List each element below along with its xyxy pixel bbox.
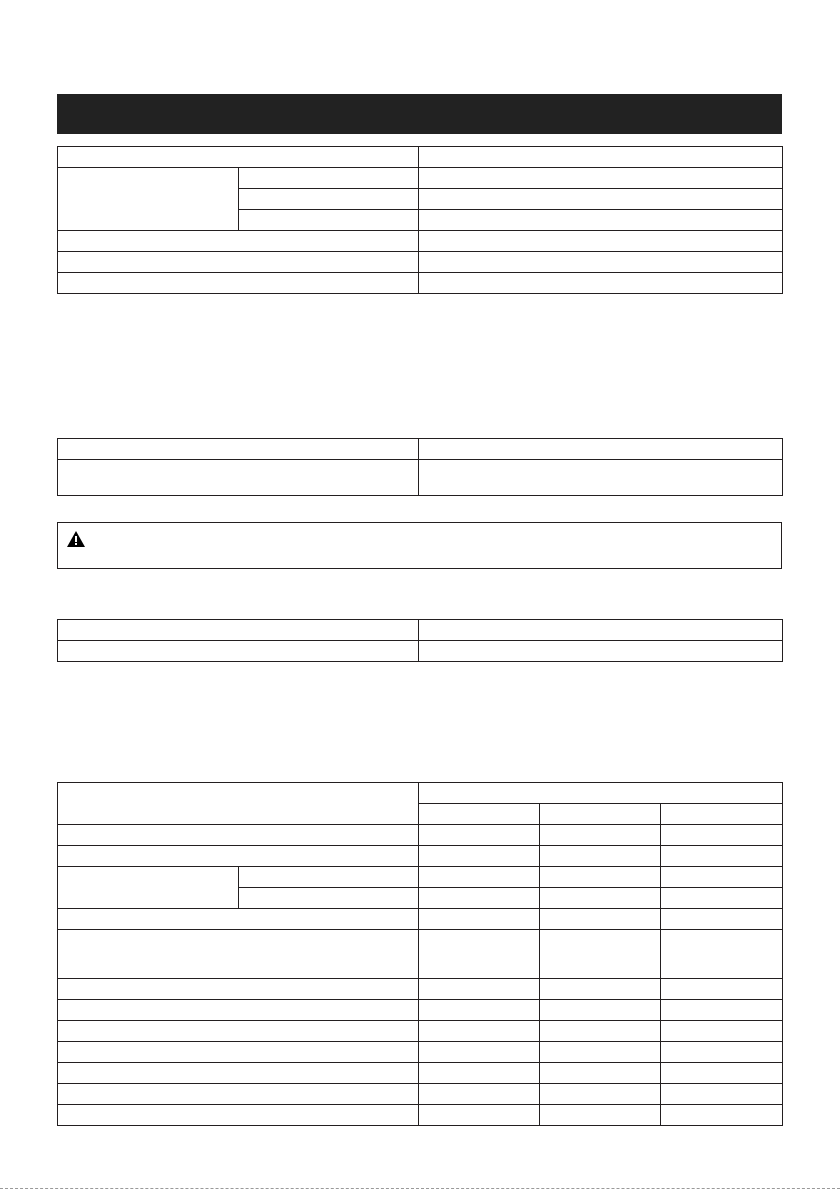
row-value [419, 620, 783, 641]
cell [661, 1042, 783, 1063]
row-label [58, 825, 419, 846]
row-value [419, 189, 783, 210]
row-sublabel [239, 867, 419, 888]
column-header [540, 804, 661, 825]
cell [419, 1021, 540, 1042]
cell [419, 1042, 540, 1063]
cell [661, 930, 783, 979]
row-label [58, 783, 419, 825]
cell [540, 909, 661, 930]
table-row [58, 783, 783, 804]
row-sublabel [239, 168, 419, 189]
cell [540, 1105, 661, 1126]
cell [661, 1105, 783, 1126]
row-label [58, 460, 419, 496]
row-label [58, 1042, 419, 1063]
row-label [58, 930, 419, 979]
cell [661, 1063, 783, 1084]
row-value [419, 273, 783, 294]
noise-table [57, 619, 783, 662]
row-label [58, 620, 419, 641]
table-row [58, 909, 783, 930]
cell [419, 825, 540, 846]
row-group-label [58, 867, 239, 909]
row-label [58, 147, 419, 168]
table-row [58, 979, 783, 1000]
row-label [58, 439, 419, 460]
cell [661, 1000, 783, 1021]
table-row [58, 641, 783, 662]
cell [540, 867, 661, 888]
section-header-bar [57, 94, 782, 134]
column-header [419, 804, 540, 825]
row-group-label [58, 168, 239, 231]
row-value [419, 439, 783, 460]
table-row [58, 1105, 783, 1126]
table-row [58, 846, 783, 867]
table-row [58, 168, 783, 189]
row-label [58, 1084, 419, 1105]
table-row [58, 1063, 783, 1084]
cell [419, 846, 540, 867]
row-label [58, 979, 419, 1000]
row-sublabel [239, 888, 419, 909]
cell [661, 888, 783, 909]
specifications-table [57, 146, 783, 294]
cell [419, 1105, 540, 1126]
row-sublabel [239, 210, 419, 231]
cell [419, 909, 540, 930]
warning-box [57, 522, 782, 569]
cell [540, 1000, 661, 1021]
cell [540, 1021, 661, 1042]
cell [540, 1084, 661, 1105]
cell [419, 1063, 540, 1084]
cell [419, 888, 540, 909]
row-label [58, 846, 419, 867]
cell [540, 979, 661, 1000]
model-comparison-table [57, 782, 783, 1126]
cell [540, 930, 661, 979]
warning-triangle-icon [66, 530, 86, 548]
cell [661, 1084, 783, 1105]
table-row [58, 1084, 783, 1105]
table-row [58, 439, 783, 460]
cell [419, 1000, 540, 1021]
table-row [58, 1000, 783, 1021]
cell [540, 846, 661, 867]
row-label [58, 1063, 419, 1084]
table-row [58, 620, 783, 641]
table-row [58, 460, 783, 496]
cell [540, 1063, 661, 1084]
table-row [58, 147, 783, 168]
cell [661, 909, 783, 930]
cell [661, 846, 783, 867]
cell [661, 867, 783, 888]
row-value [419, 168, 783, 189]
cell [661, 1021, 783, 1042]
row-value [419, 210, 783, 231]
row-label [58, 273, 419, 294]
row-value [419, 641, 783, 662]
row-label [58, 909, 419, 930]
table-row [58, 231, 783, 252]
table-row [58, 252, 783, 273]
table-row [58, 273, 783, 294]
row-label [58, 1000, 419, 1021]
row-label [58, 1105, 419, 1126]
row-sublabel [239, 189, 419, 210]
cell [661, 825, 783, 846]
cell [661, 979, 783, 1000]
table-row [58, 867, 783, 888]
cell [419, 1084, 540, 1105]
cell [540, 825, 661, 846]
row-value [419, 460, 783, 496]
page-bottom-rule [0, 1188, 840, 1189]
table-row [58, 1042, 783, 1063]
column-group-header [419, 783, 783, 804]
row-label [58, 1021, 419, 1042]
row-value [419, 147, 783, 168]
cell [419, 979, 540, 1000]
cell [540, 888, 661, 909]
cell [419, 930, 540, 979]
row-value [419, 231, 783, 252]
row-label [58, 641, 419, 662]
cell [540, 1042, 661, 1063]
table-row [58, 1021, 783, 1042]
row-value [419, 252, 783, 273]
column-header [661, 804, 783, 825]
row-label [58, 252, 419, 273]
battery-table [57, 438, 783, 496]
row-label [58, 231, 419, 252]
table-row [58, 825, 783, 846]
table-row [58, 930, 783, 979]
cell [419, 867, 540, 888]
